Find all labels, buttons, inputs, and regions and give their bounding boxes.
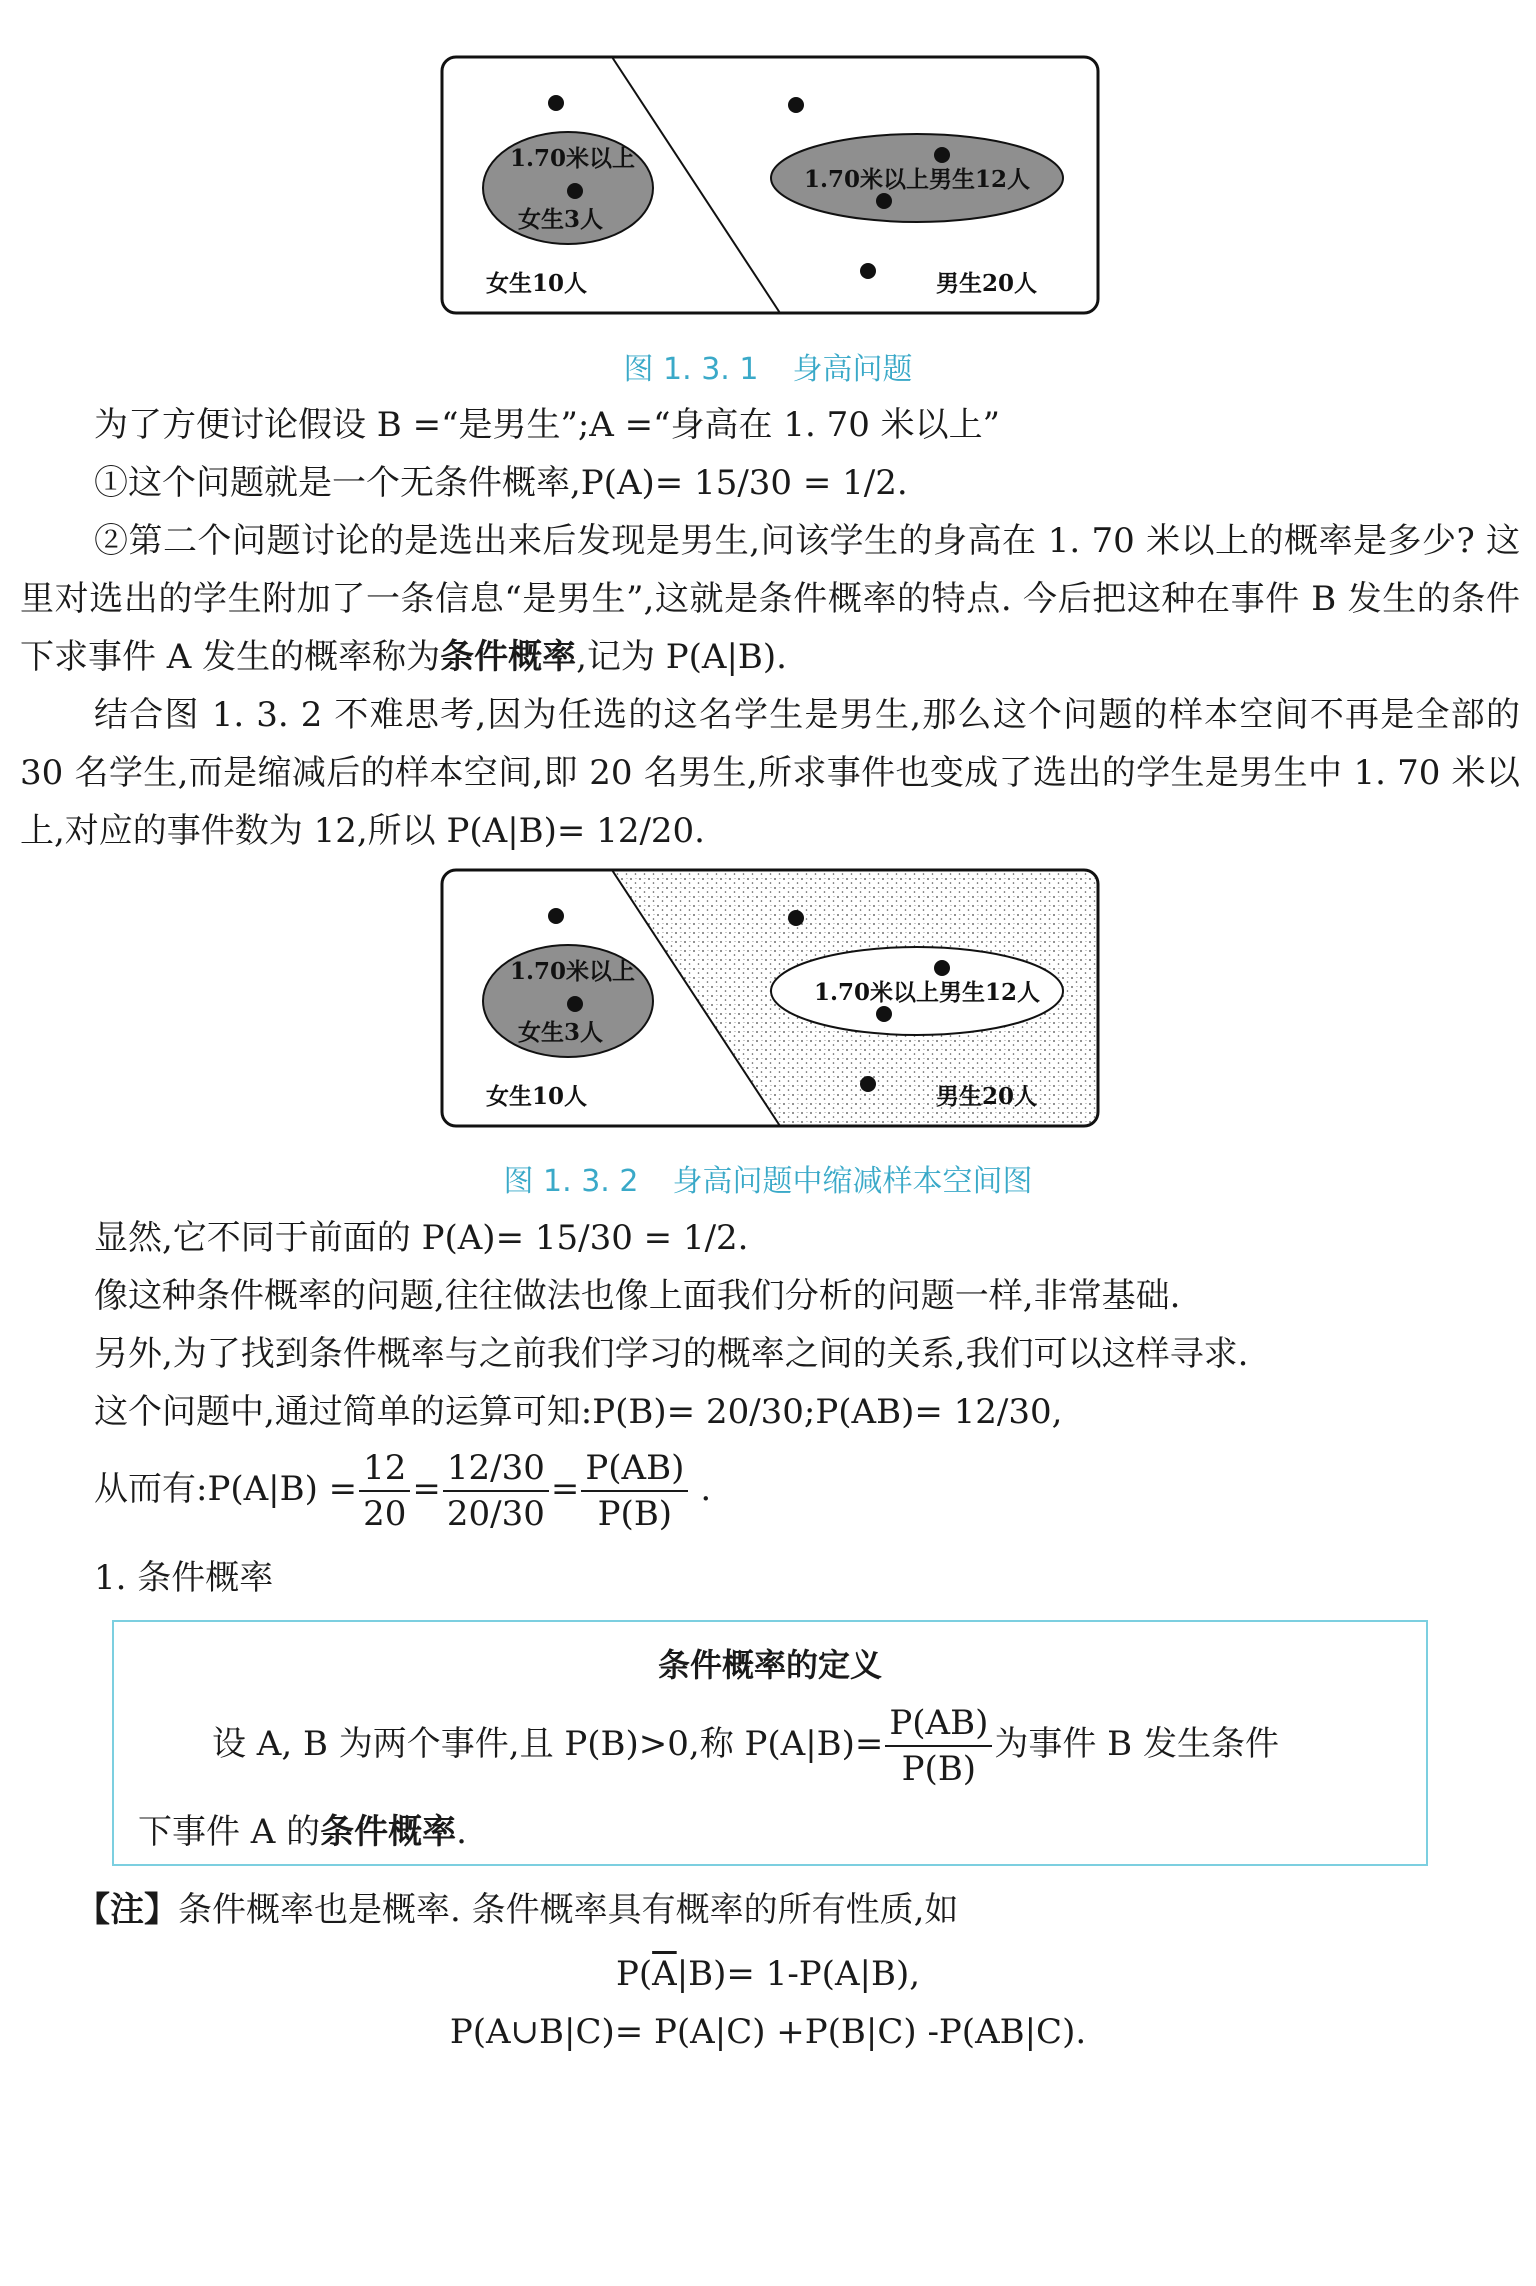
dot	[567, 996, 583, 1012]
paragraph-unconditional: ①这个问题就是一个无条件概率,P(A)= 15/30 = 1/2.	[94, 463, 908, 503]
dot	[548, 95, 564, 111]
boys-total-label: 男生20人	[936, 1083, 1038, 1110]
text-run: 从而有:P(A|B) =	[94, 1469, 358, 1509]
boys-tall-label: 1.70米以上男生12人	[804, 166, 1031, 193]
fraction-numerator: P(AB)	[885, 1701, 992, 1747]
fraction	[581, 1446, 688, 1536]
fraction-denominator: P(B)	[597, 1494, 673, 1534]
definition-line-1	[212, 1694, 1279, 1794]
fraction-denominator: 20	[363, 1494, 407, 1534]
girls-tall-label: 1.70米以上	[510, 145, 636, 172]
dot	[934, 147, 950, 163]
text-run: ②第二个问题讨论的是选出来后发现是男生,问该学生的身高在 1. 70 米以上的概率是多少? 这里对选出的学生附加了一条信息“是男生”,这就是条件概率的特点. 今后把这种在事件 B 发生的条件下求事件 A 发生的概率称为	[20, 521, 1520, 677]
formula-union: P(A∪B|C)= P(A|C) +P(B|C) -P(AB|C).	[449, 2012, 1087, 2052]
formula-complement	[0, 1954, 1536, 1994]
text-run: 为事件 B 发生条件	[994, 1724, 1279, 1764]
dot	[788, 97, 804, 113]
fraction-denominator: P(B)	[901, 1749, 977, 1789]
figure-caption-2	[0, 1156, 1536, 1200]
text-line: 像这种条件概率的问题,往往做法也像上面我们分析的问题一样,非常基础.	[94, 1276, 1181, 1316]
dot	[876, 193, 892, 209]
boys-total-label: 男生20人	[936, 270, 1038, 297]
fraction-numerator: P(AB)	[581, 1446, 688, 1492]
text-run: .	[700, 1469, 712, 1509]
fraction	[885, 1701, 992, 1791]
fraction	[359, 1446, 410, 1536]
term-conditional-probability: 条件概率	[320, 1812, 457, 1852]
dot	[567, 183, 583, 199]
girls-tall-label: 1.70米以上	[510, 958, 636, 985]
definition-box	[112, 1620, 1428, 1866]
caption-text: 身高问题	[792, 352, 913, 387]
dot	[876, 1006, 892, 1022]
fraction-denominator: 20/30	[446, 1494, 545, 1534]
complement-a: $\overline{A}$	[652, 1954, 677, 1994]
venn-diagram-1	[440, 55, 1100, 315]
caption-text: 身高问题中缩减样本空间图	[672, 1164, 1033, 1199]
definition-title: 条件概率的定义	[657, 1646, 882, 1684]
equals-sign: =	[550, 1469, 580, 1509]
text-run: P(	[615, 1954, 653, 1994]
dot	[548, 908, 564, 924]
text-line: 这个问题中,通过简单的运算可知:P(B)= 20/30;P(AB)= 12/30,	[94, 1392, 1063, 1432]
paragraph-conditional-intro	[20, 512, 1520, 686]
dot	[934, 960, 950, 976]
note-text: 条件概率也是概率. 条件概率具有概率的所有性质,如	[178, 1890, 959, 1930]
fraction-derivation	[94, 1446, 711, 1536]
boys-tall-label: 1.70米以上男生12人	[814, 979, 1041, 1006]
equals-sign: =	[412, 1469, 441, 1509]
dot	[788, 910, 804, 926]
figure-caption-1	[0, 344, 1536, 388]
dot	[860, 263, 876, 279]
fraction-numerator: 12/30	[443, 1446, 549, 1492]
girls-tall-count-label: 女生3人	[518, 206, 604, 233]
dot	[860, 1076, 876, 1092]
figure-height-problem	[440, 55, 1100, 315]
section-heading: 1. 条件概率	[94, 1558, 274, 1598]
text-run: |B)= 1-P(A|B),	[676, 1954, 921, 1994]
note-line	[76, 1886, 958, 1934]
fraction-numerator: 12	[359, 1446, 410, 1492]
note-tag: 【注】	[76, 1890, 178, 1930]
figure-reduced-sample-space	[440, 868, 1100, 1128]
caption-number: 图 1. 3. 2	[503, 1164, 639, 1199]
text-line: 显然,它不同于前面的 P(A)= 15/30 = 1/2.	[94, 1218, 749, 1258]
definition-line-2	[138, 1804, 467, 1853]
fraction	[443, 1446, 549, 1536]
text-run: 下事件 A 的	[138, 1812, 321, 1852]
text-run: ,记为 P(A|B).	[576, 637, 787, 677]
term-conditional-probability: 条件概率	[440, 637, 577, 677]
paragraph-reduced-space: 结合图 1. 3. 2 不难思考,因为任选的这名学生是男生,那么这个问题的样本空间不再是全部的 30 名学生,而是缩减后的样本空间,即 20 名男生,所求事件也变成了选出的学生是男生中 1. 70 米以上,对应的事件数为 12,所以 P(A|B)= 12/20.	[20, 695, 1520, 851]
girls-total-label: 女生10人	[486, 270, 588, 297]
paragraph-assumption: 为了方便讨论假设 B =“是男生”;A =“身高在 1. 70 米以上”	[94, 405, 1001, 445]
girls-tall-count-label: 女生3人	[518, 1019, 604, 1046]
girls-total-label: 女生10人	[486, 1083, 588, 1110]
venn-diagram-2	[440, 868, 1100, 1128]
text-line: 另外,为了找到条件概率与之前我们学习的概率之间的关系,我们可以这样寻求.	[94, 1334, 1249, 1374]
text-run: .	[456, 1812, 467, 1852]
text-run: 设 A, B 为两个事件,且 P(B)>0,称 P(A|B)=	[212, 1724, 884, 1764]
caption-number: 图 1. 3. 1	[623, 352, 759, 387]
